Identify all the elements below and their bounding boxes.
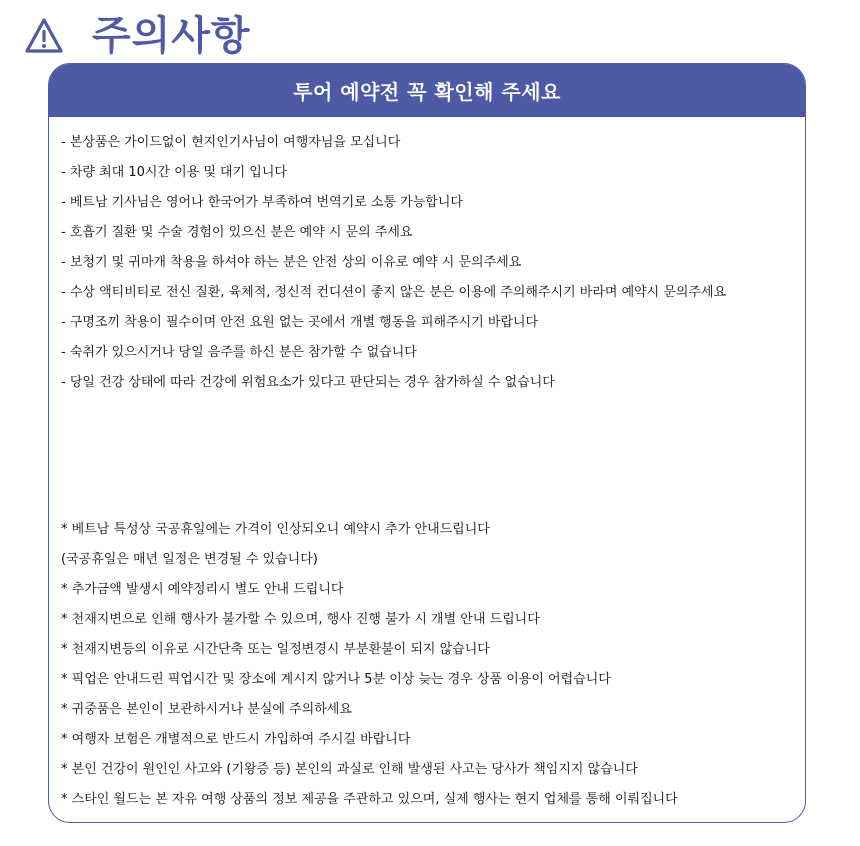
policy-item: * 픽업은 안내드린 픽업시간 및 장소에 계시지 않거나 5분 이상 늦는 경우 상품 이용이 어렵습니다 xyxy=(61,672,611,687)
precaution-item: - 숙취가 있으시거나 당일 음주를 하신 분은 참가할 수 없습니다 xyxy=(61,345,417,360)
precaution-item: - 수상 액티비티로 전신 질환, 육체적, 정신적 컨디션이 좋지 않은 분은 이용에 주의해주시기 바라며 예약시 문의주세요 xyxy=(61,285,727,300)
policy-item: * 천재지변으로 인해 행사가 불가할 수 있으며, 행사 진행 불가 시 개별 안내 드립니다 xyxy=(61,612,540,627)
page-header xyxy=(24,10,251,62)
notice-card-title: 투어 예약전 꼭 확인해 주세요 xyxy=(49,64,805,117)
precaution-list xyxy=(61,128,797,398)
precaution-item: - 호흡기 질환 및 수술 경험이 있으신 분은 예약 시 문의 주세요 xyxy=(61,225,413,240)
warning-triangle-icon xyxy=(24,16,64,56)
precaution-item: - 보청기 및 귀마개 착용을 하셔야 하는 분은 안전 상의 이유로 예약 시 문의주세요 xyxy=(61,255,522,270)
policy-item: * 스타인 월드는 본 자유 여행 상품의 정보 제공을 주관하고 있으며, 실제 행사는 현지 업체를 통해 이뤄집니다 xyxy=(61,792,678,807)
notice-card xyxy=(48,63,806,823)
precaution-item: - 차량 최대 10시간 이용 및 대기 입니다 xyxy=(61,165,287,180)
policy-item: * 본인 건강이 원인인 사고와 (기왕증 등) 본인의 과실로 인해 발생된 사고는 당사가 책임지지 않습니다 xyxy=(61,762,638,777)
policy-item: * 베트남 특성상 국공휴일에는 가격이 인상되오니 예약시 추가 안내드립니다 xyxy=(61,522,490,537)
precaution-item: - 구명조끼 착용이 필수이며 안전 요원 없는 곳에서 개별 행동을 피해주시기 바랍니다 xyxy=(61,315,539,330)
precaution-item: - 베트남 기사님은 영어나 한국어가 부족하여 번역기로 소통 가능합니다 xyxy=(61,195,463,210)
precaution-item: - 당일 건강 상태에 따라 건강에 위험요소가 있다고 판단되는 경우 참가하실 수 없습니다 xyxy=(61,375,555,390)
policy-item: (국공휴일은 매년 일정은 변경될 수 있습니다) xyxy=(61,552,318,567)
policy-item: * 귀중품은 본인이 보관하시거나 분실에 주의하세요 xyxy=(61,702,352,717)
precaution-item: - 본상품은 가이드없이 현지인기사님이 여행자님을 모십니다 xyxy=(61,135,401,150)
policy-item: * 여행자 보험은 개별적으로 반드시 가입하여 주시길 바랍니다 xyxy=(61,732,411,747)
page-title: 주의사항 xyxy=(92,13,251,59)
policy-item: * 추가금액 발생시 예약정리시 별도 안내 드립니다 xyxy=(61,582,344,597)
policy-list xyxy=(61,515,797,815)
policy-item: * 천재지변등의 이유로 시간단축 또는 일정변경시 부분환불이 되지 않습니다 xyxy=(61,642,490,657)
